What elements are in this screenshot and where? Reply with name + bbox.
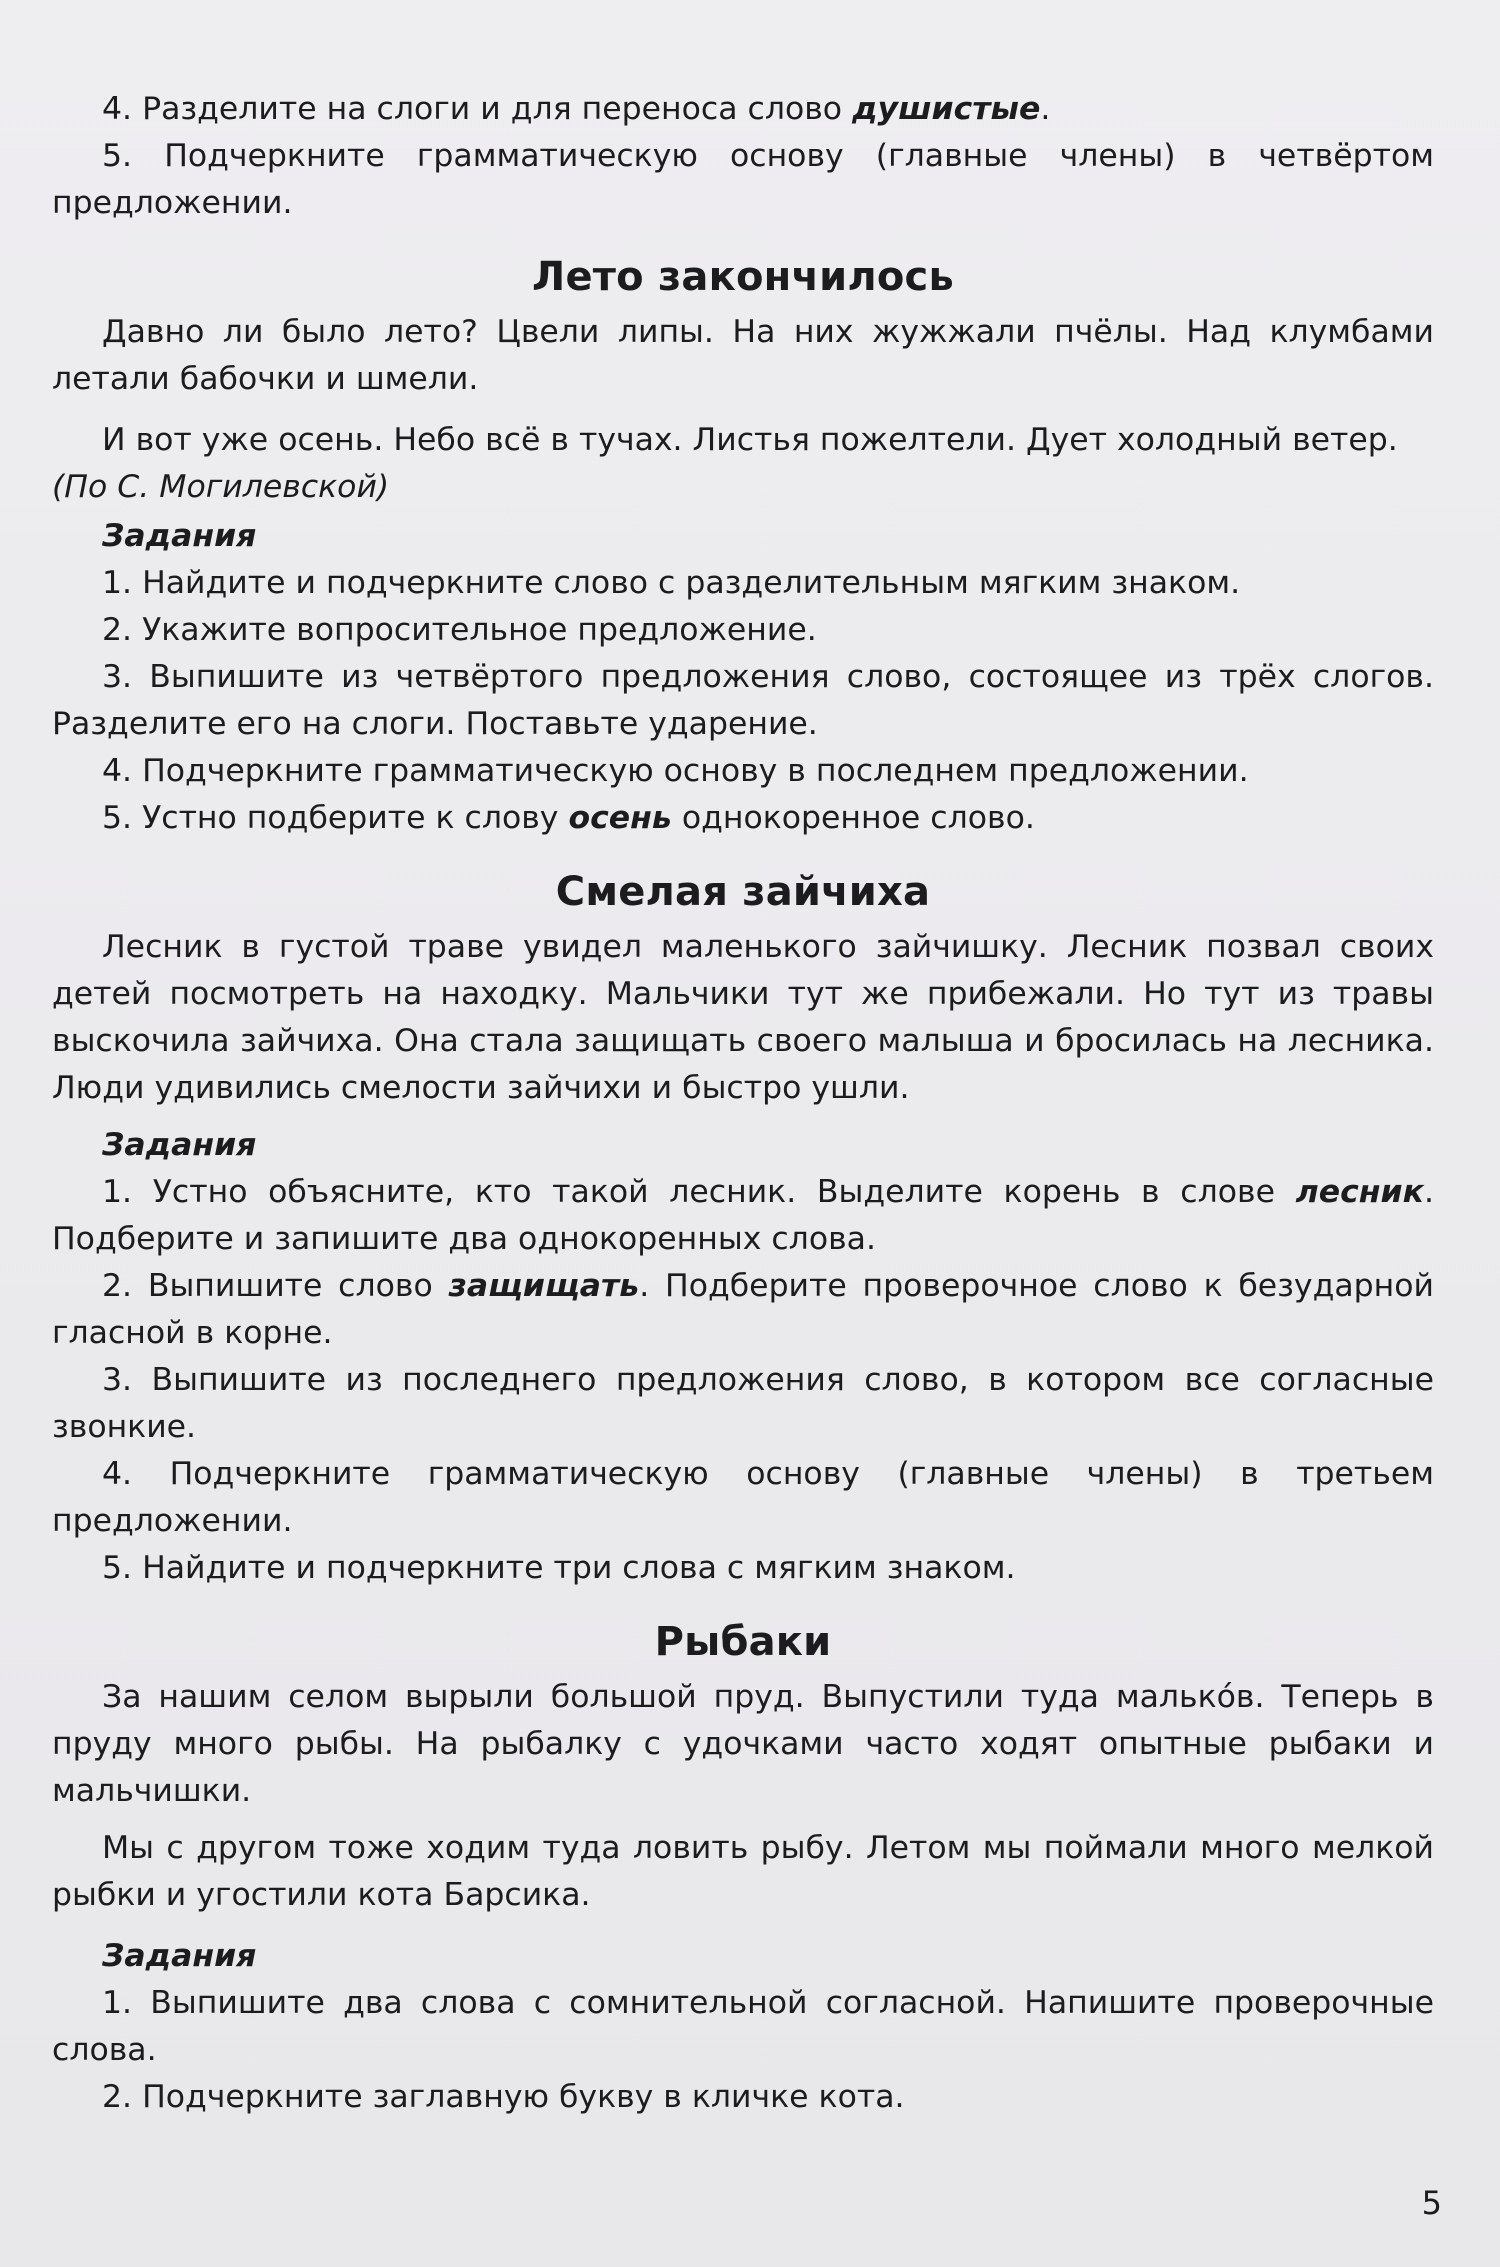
text-paragraph: За нашим селом вырыли большой пруд. Выпустили туда малькóв. Теперь в пруду много рыбы. На рыбалку с удочками часто ходят опытные рыбаки и мальчишки. — [52, 1679, 1434, 1809]
keyword: лесник — [1295, 1174, 1424, 1210]
task-item: 2. Подчеркните заглавную букву в кличке кота. — [102, 2079, 905, 2115]
task-text: однокоренное слово. — [671, 800, 1035, 836]
task-text: 2. Выпишите слово — [102, 1268, 449, 1304]
text-paragraph: Лесник в густой траве увидел маленького зайчишку. Лесник позвал своих детей посмотреть на находку. Мальчики тут же прибежали. Но тут из травы выскочила зайчиха. Она стала защищать своего малыша и бросилась на лесника. Люди удивились смелости зайчихи и быстро ушли. — [52, 929, 1434, 1106]
keyword: душистые — [852, 91, 1041, 127]
task-item — [52, 1263, 1434, 1357]
task-item: 4. Подчеркните грамматическую основу (главные члены) в третьем предложении. — [52, 1456, 1434, 1539]
text-paragraph: И вот уже осень. Небо всё в тучах. Листья пожелтели. Дует холодный ветер. — [102, 422, 1398, 458]
task-item: 3. Выпишите из четвёртого предложения слово, состоящее из трёх слогов. Разделите его на слоги. Поставьте ударение. — [52, 659, 1434, 742]
task-text: 4. Разделите на слоги и для переноса слово — [102, 91, 853, 127]
text-source — [52, 464, 1434, 511]
task-item — [52, 795, 1434, 842]
task-item: 3. Выпишите из последнего предложения слово, в котором все согласные звонкие. — [52, 1362, 1434, 1445]
task-text: 5. Устно подберите к слову — [102, 800, 569, 836]
text-paragraph: Давно ли было лето? Цвели липы. На них жужжали пчёлы. Над клумбами летали бабочки и шмели. — [52, 314, 1434, 397]
task-item: 4. Подчеркните грамматическую основу в последнем предложении. — [102, 753, 1249, 789]
task-text: . Подберите проверочное слово к безударной гласной в корне. — [52, 1268, 1434, 1351]
task-item — [52, 86, 1434, 133]
task-item: 1. Выпишите два слова с сомнительной согласной. Напишите проверочные слова. — [52, 1985, 1434, 2068]
tasks-label: Задания — [102, 518, 257, 554]
task-item: 5. Найдите и подчеркните три слова с мягким знаком. — [102, 1550, 1016, 1586]
task-item — [52, 1169, 1434, 1263]
task-text: 1. Устно объясните, кто такой лесник. Выделите корень в слове — [102, 1174, 1296, 1210]
page-content — [52, 86, 1434, 2121]
text-paragraph: Мы с другом тоже ходим туда ловить рыбу. Летом мы поймали много мелкой рыбки и угостили кота Барсика. — [52, 1830, 1434, 1913]
section-title: Лето закончилось — [532, 254, 954, 300]
section-title: Рыбаки — [654, 1619, 832, 1665]
task-item: 2. Укажите вопросительное предложение. — [102, 612, 817, 648]
keyword: осень — [568, 800, 672, 836]
task-text: . — [1040, 91, 1051, 127]
source-citation: (По С. Могилевской) — [52, 469, 390, 505]
task-text: . Подберите и запишите два однокоренных слова. — [52, 1174, 1434, 1257]
tasks-label: Задания — [102, 1938, 257, 1974]
section-title: Смелая зайчиха — [555, 869, 931, 915]
task-item: 5. Подчеркните грамматическую основу (главные члены) в четвёртом предложении. — [52, 138, 1434, 221]
keyword: защищать — [448, 1268, 640, 1304]
tasks-label: Задания — [102, 1127, 257, 1163]
page-number: 5 — [1421, 2184, 1442, 2222]
task-item: 1. Найдите и подчеркните слово с разделительным мягким знаком. — [102, 565, 1241, 601]
